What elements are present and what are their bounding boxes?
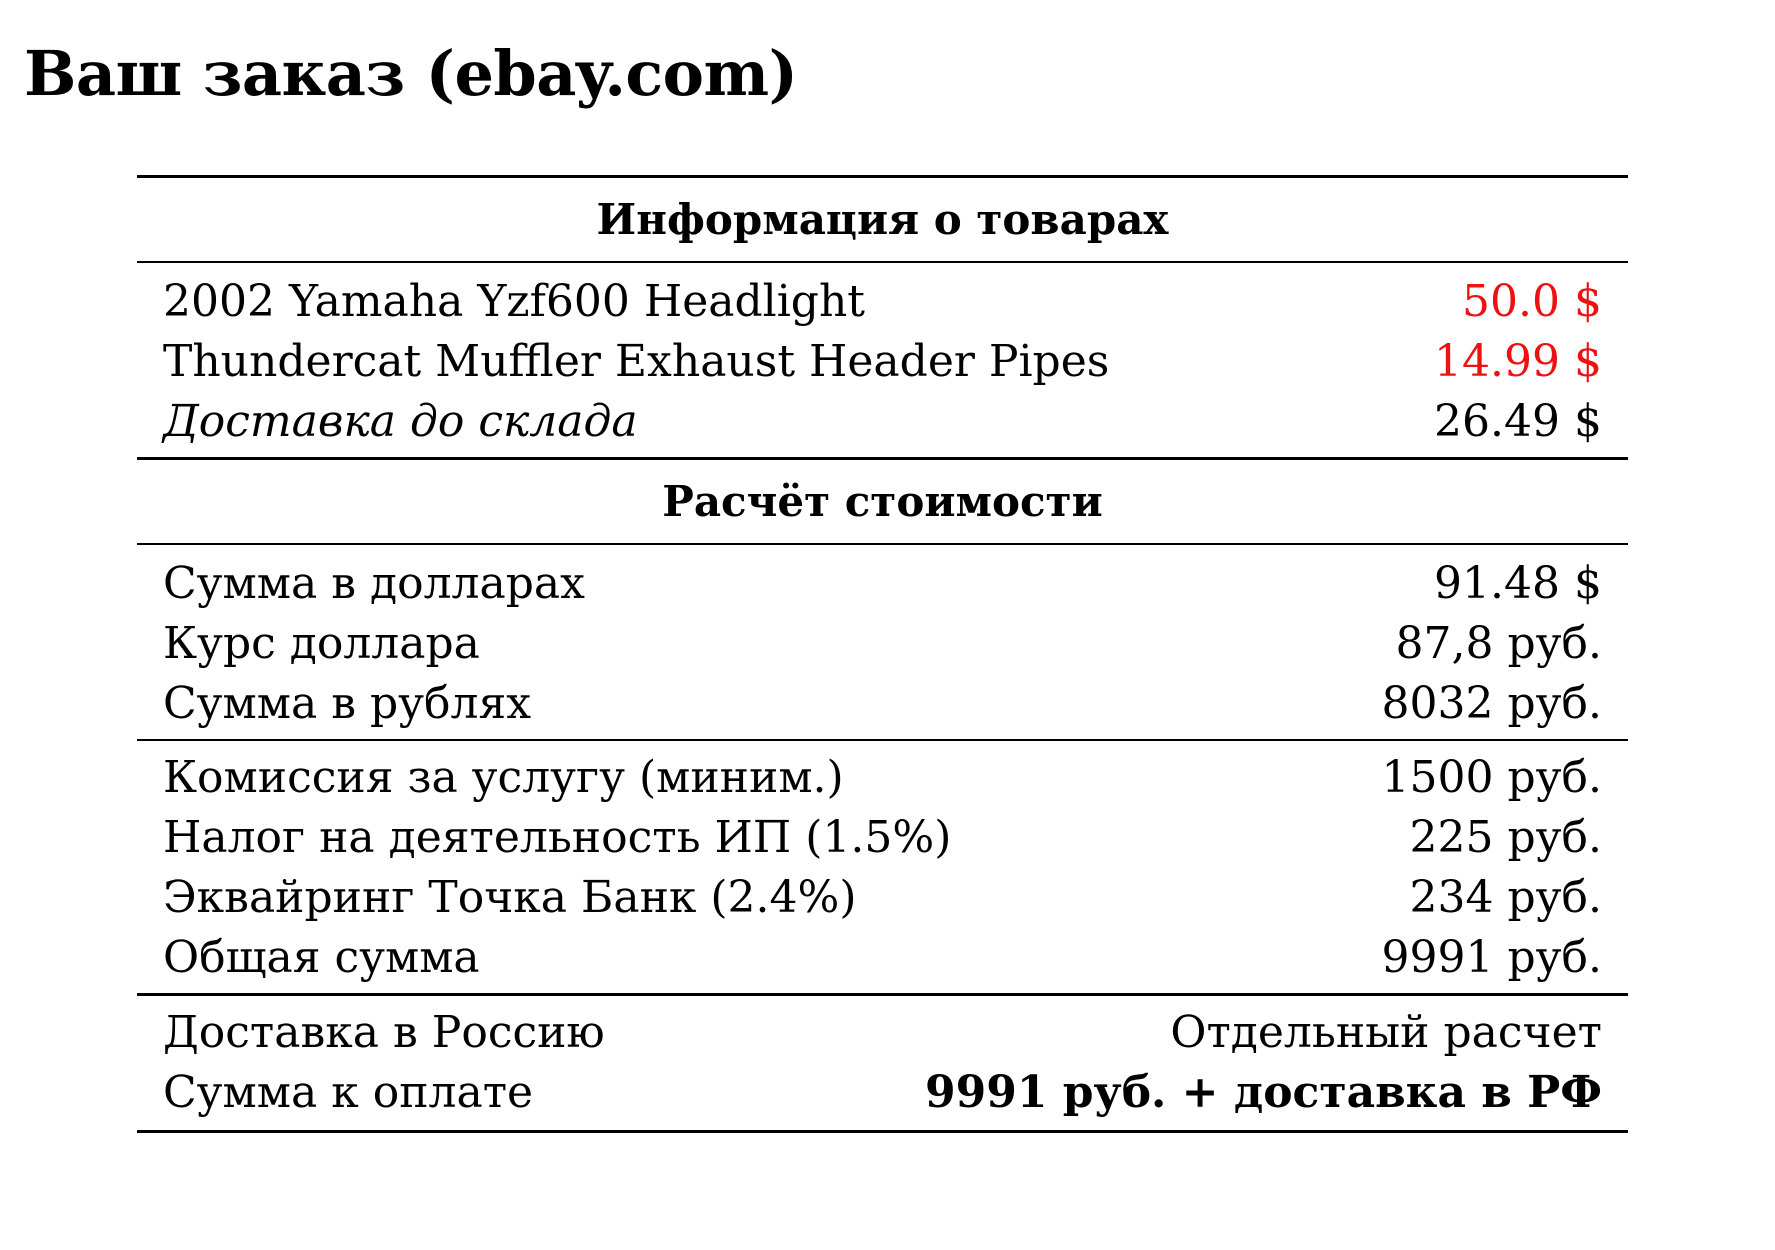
amount-due-label: Сумма к оплате — [163, 1066, 534, 1118]
order-summary-table — [137, 175, 1628, 1133]
russia-shipping-value: Отдельный расчет — [1170, 1006, 1602, 1058]
total-sum-row — [137, 927, 1628, 987]
exchange-rate-value: 87,8 руб. — [1395, 617, 1602, 669]
exchange-rate-label: Курс доллара — [163, 617, 480, 669]
item-name: Thundercat Muffler Exhaust Header Pipes — [163, 335, 1110, 387]
warehouse-shipping-row — [137, 391, 1628, 451]
amount-due-value: 9991 руб. + доставка в РФ — [924, 1066, 1602, 1118]
table-bottom-rule — [137, 1130, 1628, 1133]
amount-due-row — [137, 1062, 1628, 1122]
item-row-exhaust-pipes — [137, 331, 1628, 391]
tax-label: Налог на деятельность ИП (1.5%) — [163, 811, 952, 863]
item-price: 14.99 $ — [1434, 335, 1602, 387]
total-sum-label: Общая сумма — [163, 931, 480, 983]
acquiring-row — [137, 867, 1628, 927]
sum-rub-row — [137, 673, 1628, 733]
sum-usd-value: 91.48 $ — [1434, 557, 1602, 609]
russia-shipping-label: Доставка в Россию — [163, 1006, 605, 1058]
exchange-rate-row — [137, 613, 1628, 673]
item-name: 2002 Yamaha Yzf600 Headlight — [163, 275, 865, 327]
acquiring-value: 234 руб. — [1409, 871, 1602, 923]
section-heading-calculation: Расчёт стоимости — [662, 477, 1103, 526]
acquiring-label: Эквайринг Точка Банк (2.4%) — [163, 871, 857, 923]
service-fee-row — [137, 747, 1628, 807]
service-fee-label: Комиссия за услугу (миним.) — [163, 751, 844, 803]
total-sum-value: 9991 руб. — [1381, 931, 1602, 983]
page-title: Ваш заказ (ebay.com) — [24, 37, 798, 110]
sum-rub-label: Сумма в рублях — [163, 677, 532, 729]
warehouse-shipping-value: 26.49 $ — [1434, 395, 1602, 447]
item-row-headlight — [137, 271, 1628, 331]
item-price: 50.0 $ — [1462, 275, 1602, 327]
tax-row — [137, 807, 1628, 867]
sum-usd-row — [137, 553, 1628, 613]
section-heading-items: Информация о товарах — [596, 195, 1169, 244]
russia-shipping-row — [137, 1002, 1628, 1062]
service-fee-value: 1500 руб. — [1381, 751, 1602, 803]
sum-usd-label: Сумма в долларах — [163, 557, 585, 609]
tax-value: 225 руб. — [1409, 811, 1602, 863]
sum-rub-value: 8032 руб. — [1381, 677, 1602, 729]
warehouse-shipping-label: Доставка до склада — [163, 395, 638, 447]
